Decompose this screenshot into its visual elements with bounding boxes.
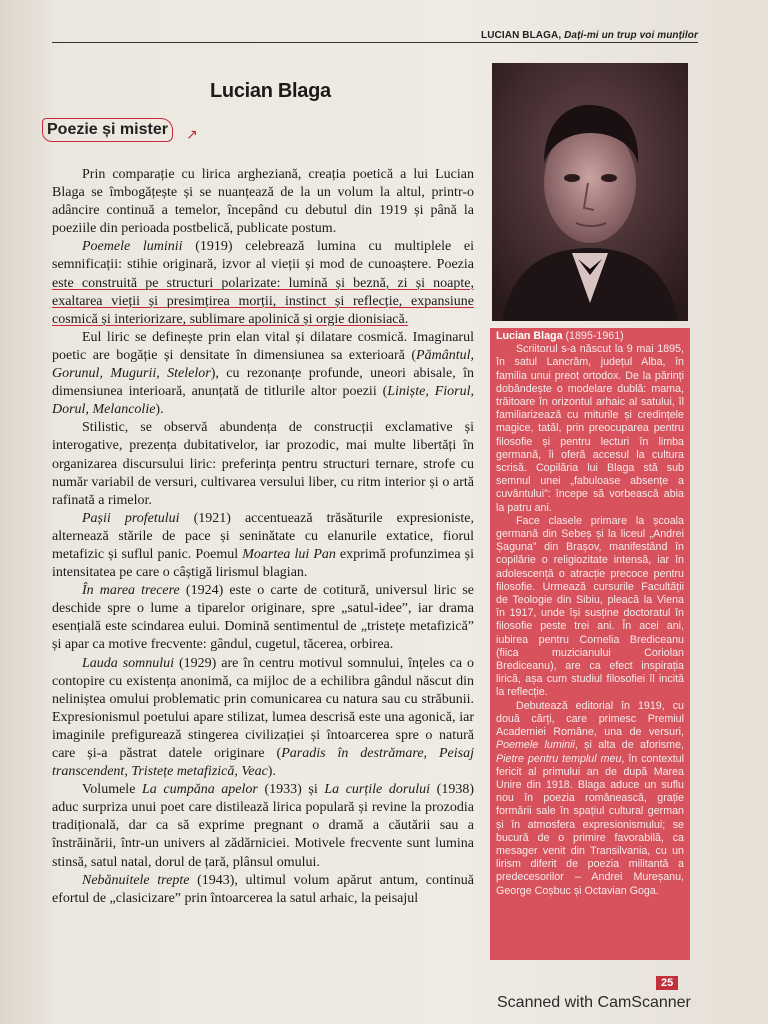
paragraph-3: Eul liric se definește prin elan vital și dilatare cosmică. Imaginarul poetic are bogăție și densitate în dimensiunea sa exterioară (Pământul, Gorunul, Mugurii, Stelelor), cu rezonanțe profunde, uneori abisale, în dimensiunea interioară, anunțată de titlurile altor poezii (Liniște, Fiorul, Dorul, Melancolie). <box>52 329 474 418</box>
paragraph-9: Nebănuitele trepte (1943), ultimul volum apărut antum, continuă efortul de „clasicizare” prin întoarcerea la satul arhaic, la peisajul <box>52 872 474 906</box>
header-rule <box>52 42 698 43</box>
paragraph-5: Pașii profetului (1921) accentuează trăsăturile expresioniste, alternează stările de pace și seninătate cu elanurile extatice, fiorul metafizic și suflul panic. Poemul Moartea lui Pan exprimă profunzimea și intensitatea pe care o câștigă lirismul blagian. <box>52 510 475 581</box>
running-header-author: LUCIAN BLAGA, <box>481 30 562 41</box>
paragraph-7: Lauda somnului (1929) are în centru motivul somnului, înțeles ca o contopire cu existența anonimă, ca mijloc de a echilibra gândul născut din neliniștea omului problematic prin comunicarea cu natura sau cu străbunii. Expresionismul poetului apare stilizat, lumea descrisă este una agonică, iar imaginile prefigurează stingerea civilizației și întoarcerea spre o natură care și-a păstrat datele originare (Paradis în destrămare, Peisaj transcendent, Tristețe metafizică, Veac). <box>52 655 475 780</box>
section-heading-text: Poezie și mister <box>47 121 168 138</box>
biography-sidebar <box>490 328 690 960</box>
sidebar-paragraph-1: Scriitorul s-a născut la 9 mai 1895, în satul Lancrăm, județul Alba, în familia unui preot ortodox. De la părinți dobândește o modelare dublă: mama, trăitoare în orizontul arhaic al satului, îl familiarizează cu miturile și credințele magice, tatăl, prin preocuparea pentru filosofie și pentru lecturi în limba germană, îi oferă accesul la cultura scrisă. Copilăria lui Blaga stă sub semnul unei „fabuloase absențe a cuvântului”: începe să vorbească abia la patru ani. <box>496 343 684 514</box>
paragraph-1: Prin comparație cu lirica argheziană, creația poetică a lui Lucian Blaga se îmbogățește și se nuanțează de la un volum la altul, printr-o adâncire continuă a temelor, începând cu debutul din 1919 și până la poeziile din perioada postbelică, publicate postum. <box>52 167 474 237</box>
scanner-watermark: Scanned with CamScanner <box>497 994 691 1011</box>
sidebar-paragraph-3: Debutează editorial în 1919, cu două cărți, care primesc Premiul Academiei Române, una de versuri, Poemele luminii, și alta de aforisme, Pietre pentru templul meu, în contextul fericit al primului an de după Marea Unire din 1918. Blaga aduce un suflu nou în poezia românească, grație formării sale în spațiul cultural german și în atmosfera expresionismului; se bucură de o primire favorabilă, ca mesager venit din Transilvania, cu un lirism diferit de poezia militantă a predecesorilor – Andrei Mureșanu, George Coșbuc și Octavian Goga. <box>496 699 684 897</box>
sidebar-paragraph-2: Face clasele primare la școala germană din Sebeș și la liceul „Andrei Șaguna” din Brașov, manifestând în copilărie o religiozitate intensă, iar în adolescență o atracție precoce pentru filosofie. Urmează cursurile Facultății de Teologie din Sibiu, pleacă la Viena în 1917, unde își susține doctoratul în filosofie peste trei ani. În acei ani, iubirea pentru Cornelia Brediceanu (fiica muzicianului Coriolan Brediceanu), are ca efect inspirația lirică, așa cum studiul filosofiei îl incită la reflecție. <box>496 514 684 699</box>
paragraph-2: Poemele luminii (1919) celebrează lumina cu multiplele ei semnificații: stihie originară, izvor al vieții și mod de cunoaștere. Poezia este construită pe structuri polarizate: lumină și beznă, zi și noapte, exaltarea vieții și presimțirea morții, instinct și reflecție, expansiune cosmică și interiorizare, sublimare apolinică și orgie dionisiacă. <box>52 239 474 327</box>
paragraph-6: În marea trecere (1924) este o carte de cotitură, universul liric se deschide spre o lume a tiparelor originare, spre „satul-idee”, iar drama esențială este scindarea eului. Domină sentimentul de „tristețe metafizică” și apar ca motive frecvente: gândul, cugetul, tăcerea, orbirea. <box>52 583 474 653</box>
paragraph-8: Volumele La cumpăna apelor (1933) și La curțile dorului (1938) aduc surpriza unui poet care distilează lirica populară și revine la prozodia tradițională, dar ca să exprime pregnant o dramă a căutării sau a înstrăinării, într-un univers al zădărniciei. Motivele frecvente sunt lumina stinsă, satul natal, dorul de țară, plânsul omului. <box>52 782 474 870</box>
main-article <box>52 166 474 908</box>
page-number: 25 <box>656 976 678 990</box>
paragraph-4: Stilistic, se observă abundența de construcții exclamative și interogative, prezența dubitativelor, iar prozodic, mai multe libertăți în organizarea discursului liric: preferința pentru structuri ternare, strofe cu număr variabil de versuri, cultivarea versului liber, cu ritm interior și o artă rafinată a rimelor. <box>52 420 474 508</box>
pen-arrow-icon: ↗ <box>186 127 198 143</box>
running-header-poem: Dați-mi un trup voi munților <box>564 30 698 41</box>
page-title: Lucian Blaga <box>210 80 331 102</box>
author-portrait <box>492 63 688 321</box>
running-header <box>481 30 698 41</box>
portrait-photo <box>492 63 688 321</box>
section-heading <box>42 118 173 142</box>
sidebar-title: Lucian Blaga (1895-1961) <box>496 330 624 342</box>
handwritten-underline: este construită pe structuri polarizate: lumină și beznă, zi și noapte, exaltarea vieții și presimțirea morții, instinct și reflecție, expansiune cosmică și interiorizare, sublimare apolinică și orgie dionisiacă. <box>52 275 474 327</box>
